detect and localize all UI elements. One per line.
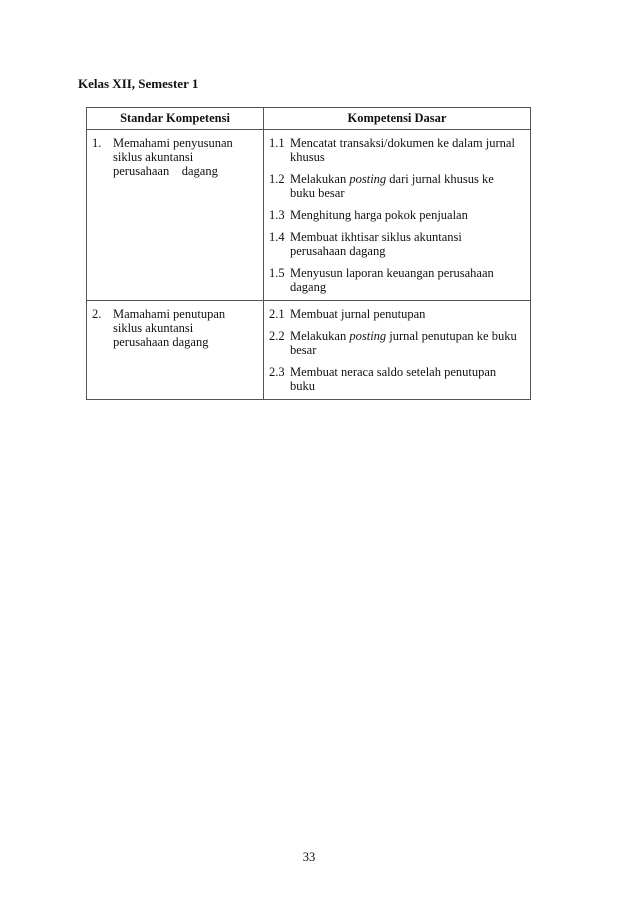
kompetensi-dasar-line (290, 150, 524, 164)
header-kompetensi-dasar: Kompetensi Dasar (264, 108, 531, 130)
kompetensi-dasar-item (269, 266, 524, 294)
kompetensi-dasar-item (269, 307, 524, 321)
standar-kompetensi-line: perusahaan dagang (113, 335, 209, 349)
kompetensi-dasar-number: 2.2 (269, 329, 285, 343)
kompetensi-dasar-text (290, 136, 524, 164)
page-number: 33 (302, 850, 316, 864)
standar-kompetensi-line: siklus akuntansi (113, 321, 194, 335)
standar-kompetensi-item (92, 307, 257, 349)
line-text: Membuat neraca saldo setelah penutupan (290, 365, 497, 379)
line-text: Membuat jurnal penutupan (290, 307, 426, 321)
line-text: Melakukan (290, 172, 350, 186)
table-row (87, 130, 531, 301)
kompetensi-dasar-line (290, 280, 524, 294)
kompetensi-dasar-cell (264, 301, 531, 400)
standar-kompetensi-item (92, 136, 257, 178)
kompetensi-dasar-number: 1.3 (269, 208, 285, 222)
kompetensi-dasar-number: 1.2 (269, 172, 285, 186)
line-text: buku (290, 379, 315, 393)
kompetensi-dasar-item (269, 136, 524, 164)
kompetensi-dasar-item (269, 329, 524, 357)
kompetensi-dasar-item (269, 208, 524, 222)
standar-kompetensi-cell (87, 130, 264, 301)
line-text: dagang (290, 280, 327, 294)
kompetensi-dasar-number: 2.3 (269, 365, 285, 379)
kompetensi-dasar-number: 2.1 (269, 307, 285, 321)
standar-kompetensi-line: perusahaan dagang (113, 164, 218, 178)
kompetensi-dasar-item (269, 365, 524, 393)
kompetensi-dasar-line (290, 329, 524, 343)
kompetensi-dasar-text (290, 329, 524, 357)
kompetensi-dasar-cell (264, 130, 531, 301)
kompetensi-dasar-number: 1.1 (269, 136, 285, 150)
standar-kompetensi-line: Memahami penyusunan (113, 136, 233, 150)
competency-table (86, 107, 531, 400)
standar-kompetensi-line: Mamahami penutupan (113, 307, 226, 321)
kompetensi-dasar-line (290, 208, 524, 222)
kompetensi-dasar-text (290, 208, 524, 222)
line-text: Membuat ikhtisar siklus akuntansi (290, 230, 462, 244)
line-text: Mencatat transaksi/dokumen ke dalam jurnal (290, 136, 515, 150)
line-text: jurnal penutupan ke buku (386, 329, 517, 343)
line-text: khusus (290, 150, 325, 164)
kompetensi-dasar-line (290, 343, 524, 357)
kompetensi-dasar-line (290, 172, 524, 186)
line-text: Menyusun laporan keuangan perusahaan (290, 266, 494, 280)
table-header-row (87, 108, 531, 130)
standar-kompetensi-cell (87, 301, 264, 400)
table-row (87, 301, 531, 400)
line-text: dari jurnal khusus ke (386, 172, 494, 186)
line-text: buku besar (290, 186, 345, 200)
standar-kompetensi-line: siklus akuntansi (113, 150, 194, 164)
kompetensi-dasar-item (269, 230, 524, 258)
kompetensi-dasar-line (290, 244, 524, 258)
line-text: Melakukan (290, 329, 350, 343)
kompetensi-dasar-number: 1.4 (269, 230, 285, 244)
standar-kompetensi-number: 2. (92, 307, 102, 321)
standar-kompetensi-text (113, 307, 257, 349)
line-text: Menghitung harga pokok penjualan (290, 208, 468, 222)
kompetensi-dasar-line (290, 186, 524, 200)
header-standar-kompetensi: Standar Kompetensi (87, 108, 264, 130)
italic-term: posting (349, 329, 387, 343)
line-text: perusahaan dagang (290, 244, 386, 258)
italic-term: posting (349, 172, 387, 186)
kompetensi-dasar-text (290, 230, 524, 258)
kompetensi-dasar-item (269, 172, 524, 200)
kompetensi-dasar-line (290, 307, 524, 321)
kompetensi-dasar-text (290, 365, 524, 393)
standar-kompetensi-text (113, 136, 257, 178)
kompetensi-dasar-number: 1.5 (269, 266, 285, 280)
kompetensi-dasar-line (290, 365, 524, 379)
kompetensi-dasar-text (290, 172, 524, 200)
page-heading: Kelas XII, Semester 1 (78, 76, 199, 91)
standar-kompetensi-number: 1. (92, 136, 102, 150)
kompetensi-dasar-line (290, 136, 524, 150)
kompetensi-dasar-text (290, 307, 524, 321)
kompetensi-dasar-text (290, 266, 524, 294)
kompetensi-dasar-line (290, 230, 524, 244)
line-text: besar (290, 343, 317, 357)
kompetensi-dasar-line (290, 379, 524, 393)
kompetensi-dasar-line (290, 266, 524, 280)
